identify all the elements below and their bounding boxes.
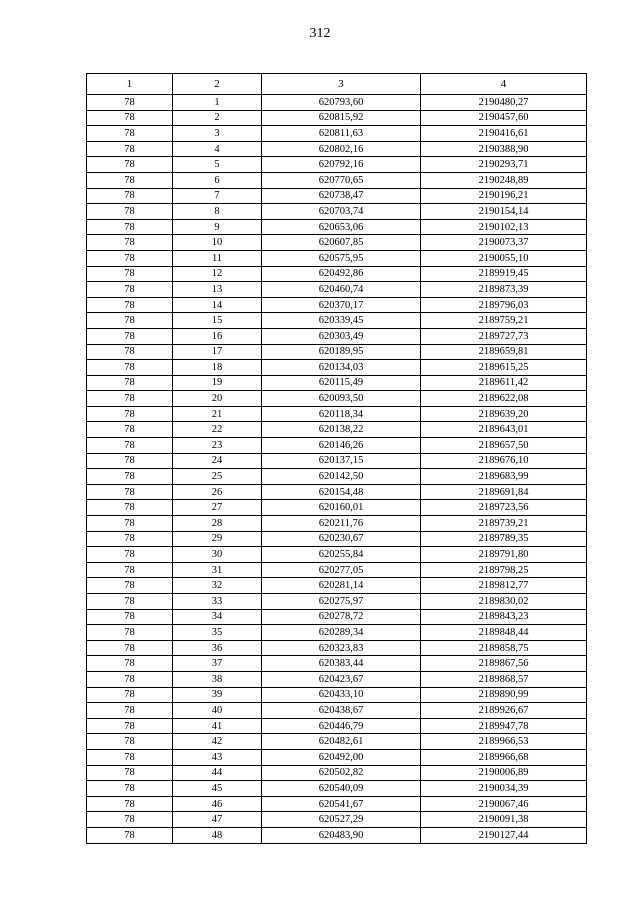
cell-group: 78 xyxy=(87,656,173,672)
cell-point-number: 43 xyxy=(173,749,262,765)
table-row xyxy=(87,204,587,220)
cell-x-coordinate: 620423,67 xyxy=(262,671,421,687)
cell-point-number: 14 xyxy=(173,297,262,313)
cell-x-coordinate: 620230,67 xyxy=(262,531,421,547)
table-row xyxy=(87,703,587,719)
cell-group: 78 xyxy=(87,172,173,188)
cell-y-coordinate: 2190457,60 xyxy=(421,110,587,126)
cell-group: 78 xyxy=(87,609,173,625)
cell-y-coordinate: 2189966,53 xyxy=(421,734,587,750)
cell-point-number: 35 xyxy=(173,625,262,641)
cell-y-coordinate: 2189966,68 xyxy=(421,749,587,765)
cell-x-coordinate: 620154,48 xyxy=(262,484,421,500)
cell-x-coordinate: 620811,63 xyxy=(262,126,421,142)
cell-x-coordinate: 620492,00 xyxy=(262,749,421,765)
table-row xyxy=(87,687,587,703)
cell-x-coordinate: 620483,90 xyxy=(262,827,421,843)
cell-x-coordinate: 620289,34 xyxy=(262,625,421,641)
cell-x-coordinate: 620115,49 xyxy=(262,375,421,391)
column-header-2: 2 xyxy=(173,74,262,95)
table-row xyxy=(87,656,587,672)
cell-y-coordinate: 2189796,03 xyxy=(421,297,587,313)
cell-point-number: 9 xyxy=(173,219,262,235)
cell-y-coordinate: 2189615,25 xyxy=(421,360,587,376)
table-row xyxy=(87,219,587,235)
cell-point-number: 25 xyxy=(173,469,262,485)
cell-y-coordinate: 2190073,37 xyxy=(421,235,587,251)
cell-group: 78 xyxy=(87,235,173,251)
cell-y-coordinate: 2190480,27 xyxy=(421,95,587,111)
cell-point-number: 31 xyxy=(173,562,262,578)
cell-y-coordinate: 2190154,14 xyxy=(421,204,587,220)
cell-point-number: 24 xyxy=(173,453,262,469)
cell-group: 78 xyxy=(87,313,173,329)
table-row xyxy=(87,484,587,500)
table-row xyxy=(87,609,587,625)
cell-x-coordinate: 620303,49 xyxy=(262,328,421,344)
table-row xyxy=(87,765,587,781)
cell-x-coordinate: 620438,67 xyxy=(262,703,421,719)
cell-point-number: 34 xyxy=(173,609,262,625)
table-header-row xyxy=(87,74,587,95)
cell-point-number: 22 xyxy=(173,422,262,438)
cell-y-coordinate: 2190248,89 xyxy=(421,172,587,188)
table-row xyxy=(87,344,587,360)
table-row xyxy=(87,297,587,313)
cell-x-coordinate: 620607,85 xyxy=(262,235,421,251)
cell-y-coordinate: 2189789,35 xyxy=(421,531,587,547)
cell-y-coordinate: 2189947,78 xyxy=(421,718,587,734)
cell-x-coordinate: 620093,50 xyxy=(262,391,421,407)
cell-point-number: 44 xyxy=(173,765,262,781)
cell-x-coordinate: 620339,45 xyxy=(262,313,421,329)
cell-x-coordinate: 620277,05 xyxy=(262,562,421,578)
table-row xyxy=(87,781,587,797)
cell-x-coordinate: 620653,06 xyxy=(262,219,421,235)
cell-x-coordinate: 620802,16 xyxy=(262,141,421,157)
cell-x-coordinate: 620146,26 xyxy=(262,438,421,454)
cell-y-coordinate: 2190196,21 xyxy=(421,188,587,204)
cell-point-number: 11 xyxy=(173,250,262,266)
table-row xyxy=(87,718,587,734)
cell-y-coordinate: 2189843,23 xyxy=(421,609,587,625)
table-row xyxy=(87,375,587,391)
cell-x-coordinate: 620118,34 xyxy=(262,406,421,422)
cell-group: 78 xyxy=(87,204,173,220)
cell-group: 78 xyxy=(87,375,173,391)
cell-group: 78 xyxy=(87,484,173,500)
cell-point-number: 28 xyxy=(173,516,262,532)
cell-point-number: 17 xyxy=(173,344,262,360)
table-row xyxy=(87,827,587,843)
cell-point-number: 48 xyxy=(173,827,262,843)
cell-group: 78 xyxy=(87,671,173,687)
cell-x-coordinate: 620275,97 xyxy=(262,594,421,610)
cell-y-coordinate: 2189812,77 xyxy=(421,578,587,594)
cell-group: 78 xyxy=(87,547,173,563)
cell-group: 78 xyxy=(87,95,173,111)
cell-group: 78 xyxy=(87,562,173,578)
cell-point-number: 38 xyxy=(173,671,262,687)
cell-x-coordinate: 620189,95 xyxy=(262,344,421,360)
table-row xyxy=(87,188,587,204)
cell-y-coordinate: 2190055,10 xyxy=(421,250,587,266)
cell-y-coordinate: 2189858,75 xyxy=(421,640,587,656)
cell-y-coordinate: 2189676,10 xyxy=(421,453,587,469)
table-row xyxy=(87,562,587,578)
cell-point-number: 18 xyxy=(173,360,262,376)
cell-point-number: 7 xyxy=(173,188,262,204)
table-row xyxy=(87,126,587,142)
coordinates-table xyxy=(86,73,587,844)
cell-group: 78 xyxy=(87,827,173,843)
cell-group: 78 xyxy=(87,110,173,126)
cell-point-number: 42 xyxy=(173,734,262,750)
cell-y-coordinate: 2189611,42 xyxy=(421,375,587,391)
table-row xyxy=(87,796,587,812)
cell-group: 78 xyxy=(87,438,173,454)
page-number: 312 xyxy=(309,26,331,41)
cell-group: 78 xyxy=(87,734,173,750)
cell-x-coordinate: 620792,16 xyxy=(262,157,421,173)
table-row xyxy=(87,671,587,687)
table-row xyxy=(87,500,587,516)
table-row xyxy=(87,438,587,454)
table-row xyxy=(87,516,587,532)
cell-group: 78 xyxy=(87,406,173,422)
cell-group: 78 xyxy=(87,687,173,703)
table-row xyxy=(87,391,587,407)
table-row xyxy=(87,328,587,344)
cell-y-coordinate: 2189683,99 xyxy=(421,469,587,485)
cell-point-number: 23 xyxy=(173,438,262,454)
table-row xyxy=(87,95,587,111)
cell-group: 78 xyxy=(87,126,173,142)
cell-group: 78 xyxy=(87,594,173,610)
cell-group: 78 xyxy=(87,469,173,485)
column-header-4: 4 xyxy=(421,74,587,95)
cell-x-coordinate: 620527,29 xyxy=(262,812,421,828)
cell-x-coordinate: 620433,10 xyxy=(262,687,421,703)
cell-group: 78 xyxy=(87,391,173,407)
cell-point-number: 32 xyxy=(173,578,262,594)
cell-y-coordinate: 2189868,57 xyxy=(421,671,587,687)
cell-group: 78 xyxy=(87,812,173,828)
cell-point-number: 39 xyxy=(173,687,262,703)
table-row xyxy=(87,235,587,251)
table-row xyxy=(87,734,587,750)
cell-point-number: 20 xyxy=(173,391,262,407)
cell-point-number: 6 xyxy=(173,172,262,188)
cell-group: 78 xyxy=(87,781,173,797)
table-row xyxy=(87,422,587,438)
cell-x-coordinate: 620142,50 xyxy=(262,469,421,485)
table-row xyxy=(87,282,587,298)
cell-y-coordinate: 2190293,71 xyxy=(421,157,587,173)
cell-y-coordinate: 2189739,21 xyxy=(421,516,587,532)
cell-group: 78 xyxy=(87,188,173,204)
cell-y-coordinate: 2189848,44 xyxy=(421,625,587,641)
cell-y-coordinate: 2190102,13 xyxy=(421,219,587,235)
table-row xyxy=(87,157,587,173)
cell-point-number: 15 xyxy=(173,313,262,329)
table-row xyxy=(87,313,587,329)
cell-point-number: 8 xyxy=(173,204,262,220)
table-row xyxy=(87,469,587,485)
cell-y-coordinate: 2189830,02 xyxy=(421,594,587,610)
cell-group: 78 xyxy=(87,141,173,157)
cell-x-coordinate: 620541,67 xyxy=(262,796,421,812)
table-row xyxy=(87,812,587,828)
cell-point-number: 4 xyxy=(173,141,262,157)
cell-point-number: 30 xyxy=(173,547,262,563)
cell-x-coordinate: 620134,03 xyxy=(262,360,421,376)
cell-point-number: 3 xyxy=(173,126,262,142)
cell-point-number: 40 xyxy=(173,703,262,719)
cell-x-coordinate: 620383,44 xyxy=(262,656,421,672)
cell-y-coordinate: 2189759,21 xyxy=(421,313,587,329)
cell-group: 78 xyxy=(87,765,173,781)
cell-x-coordinate: 620703,74 xyxy=(262,204,421,220)
cell-y-coordinate: 2190127,44 xyxy=(421,827,587,843)
cell-group: 78 xyxy=(87,266,173,282)
cell-y-coordinate: 2190006,89 xyxy=(421,765,587,781)
cell-point-number: 37 xyxy=(173,656,262,672)
cell-point-number: 12 xyxy=(173,266,262,282)
cell-x-coordinate: 620446,79 xyxy=(262,718,421,734)
table-body xyxy=(87,95,587,844)
cell-y-coordinate: 2189919,45 xyxy=(421,266,587,282)
cell-y-coordinate: 2190067,46 xyxy=(421,796,587,812)
table-row xyxy=(87,453,587,469)
cell-y-coordinate: 2189798,25 xyxy=(421,562,587,578)
cell-point-number: 41 xyxy=(173,718,262,734)
table-row xyxy=(87,594,587,610)
cell-point-number: 16 xyxy=(173,328,262,344)
cell-group: 78 xyxy=(87,500,173,516)
cell-x-coordinate: 620138,22 xyxy=(262,422,421,438)
cell-point-number: 36 xyxy=(173,640,262,656)
cell-point-number: 26 xyxy=(173,484,262,500)
cell-point-number: 45 xyxy=(173,781,262,797)
table-row xyxy=(87,406,587,422)
cell-group: 78 xyxy=(87,219,173,235)
cell-group: 78 xyxy=(87,422,173,438)
cell-y-coordinate: 2190388,90 xyxy=(421,141,587,157)
cell-y-coordinate: 2189727,73 xyxy=(421,328,587,344)
table-row xyxy=(87,749,587,765)
cell-x-coordinate: 620793,60 xyxy=(262,95,421,111)
table-row xyxy=(87,141,587,157)
cell-x-coordinate: 620770,65 xyxy=(262,172,421,188)
cell-group: 78 xyxy=(87,718,173,734)
cell-x-coordinate: 620255,84 xyxy=(262,547,421,563)
cell-point-number: 29 xyxy=(173,531,262,547)
cell-point-number: 13 xyxy=(173,282,262,298)
cell-group: 78 xyxy=(87,625,173,641)
cell-group: 78 xyxy=(87,344,173,360)
table-row xyxy=(87,172,587,188)
table-row xyxy=(87,250,587,266)
table-row xyxy=(87,360,587,376)
cell-group: 78 xyxy=(87,640,173,656)
cell-y-coordinate: 2189926,67 xyxy=(421,703,587,719)
cell-y-coordinate: 2189657,50 xyxy=(421,438,587,454)
cell-x-coordinate: 620323,83 xyxy=(262,640,421,656)
cell-point-number: 1 xyxy=(173,95,262,111)
table-row xyxy=(87,266,587,282)
cell-x-coordinate: 620492,86 xyxy=(262,266,421,282)
cell-group: 78 xyxy=(87,297,173,313)
cell-x-coordinate: 620370,17 xyxy=(262,297,421,313)
cell-point-number: 46 xyxy=(173,796,262,812)
cell-point-number: 19 xyxy=(173,375,262,391)
cell-x-coordinate: 620211,76 xyxy=(262,516,421,532)
cell-x-coordinate: 620815,92 xyxy=(262,110,421,126)
cell-y-coordinate: 2190091,38 xyxy=(421,812,587,828)
cell-x-coordinate: 620575,95 xyxy=(262,250,421,266)
table-row xyxy=(87,625,587,641)
cell-x-coordinate: 620482,61 xyxy=(262,734,421,750)
table-row xyxy=(87,110,587,126)
cell-x-coordinate: 620160,01 xyxy=(262,500,421,516)
cell-point-number: 33 xyxy=(173,594,262,610)
cell-group: 78 xyxy=(87,578,173,594)
cell-x-coordinate: 620137,15 xyxy=(262,453,421,469)
cell-y-coordinate: 2189639,20 xyxy=(421,406,587,422)
cell-y-coordinate: 2189643,01 xyxy=(421,422,587,438)
cell-y-coordinate: 2189890,99 xyxy=(421,687,587,703)
cell-group: 78 xyxy=(87,250,173,266)
cell-y-coordinate: 2189791,80 xyxy=(421,547,587,563)
cell-x-coordinate: 620460,74 xyxy=(262,282,421,298)
column-header-1: 1 xyxy=(87,74,173,95)
cell-y-coordinate: 2189691,84 xyxy=(421,484,587,500)
cell-group: 78 xyxy=(87,282,173,298)
table-row xyxy=(87,578,587,594)
cell-x-coordinate: 620278,72 xyxy=(262,609,421,625)
cell-x-coordinate: 620281,14 xyxy=(262,578,421,594)
cell-point-number: 10 xyxy=(173,235,262,251)
cell-group: 78 xyxy=(87,328,173,344)
cell-y-coordinate: 2189873,39 xyxy=(421,282,587,298)
cell-group: 78 xyxy=(87,360,173,376)
cell-x-coordinate: 620502,82 xyxy=(262,765,421,781)
table-header xyxy=(87,74,587,95)
cell-y-coordinate: 2189723,56 xyxy=(421,500,587,516)
cell-x-coordinate: 620738,47 xyxy=(262,188,421,204)
cell-group: 78 xyxy=(87,796,173,812)
table-row xyxy=(87,547,587,563)
cell-x-coordinate: 620540,09 xyxy=(262,781,421,797)
cell-group: 78 xyxy=(87,453,173,469)
table-row xyxy=(87,640,587,656)
cell-point-number: 5 xyxy=(173,157,262,173)
cell-y-coordinate: 2189622,08 xyxy=(421,391,587,407)
cell-group: 78 xyxy=(87,749,173,765)
cell-point-number: 2 xyxy=(173,110,262,126)
cell-y-coordinate: 2190416,61 xyxy=(421,126,587,142)
cell-y-coordinate: 2189867,56 xyxy=(421,656,587,672)
cell-group: 78 xyxy=(87,531,173,547)
cell-group: 78 xyxy=(87,157,173,173)
cell-point-number: 27 xyxy=(173,500,262,516)
cell-y-coordinate: 2190034,39 xyxy=(421,781,587,797)
table-row xyxy=(87,531,587,547)
cell-y-coordinate: 2189659,81 xyxy=(421,344,587,360)
cell-group: 78 xyxy=(87,703,173,719)
cell-group: 78 xyxy=(87,516,173,532)
cell-point-number: 47 xyxy=(173,812,262,828)
cell-point-number: 21 xyxy=(173,406,262,422)
column-header-3: 3 xyxy=(262,74,421,95)
